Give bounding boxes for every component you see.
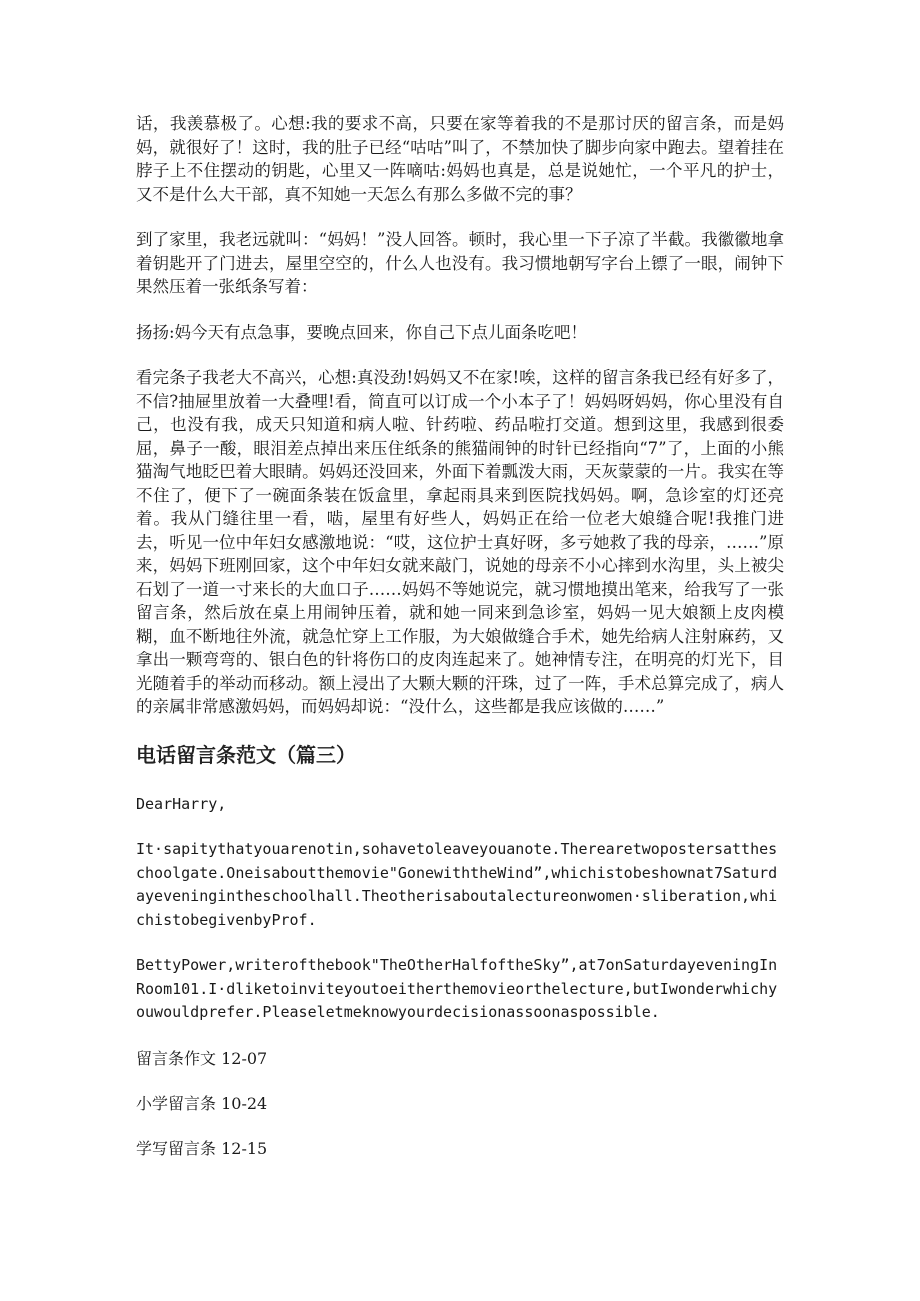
related-link-3[interactable]: 学写留言条 12-15: [136, 1138, 268, 1158]
story-paragraph-3: 看完条子我老大不高兴，心想:真没劲!妈妈又不在家!唉，这样的留言条我已经有好多了，不信?抽屉里放着一大叠哩!看，简直可以订成一个小本子了！妈妈呀妈妈，你心里没有自己，也没有我，成天只知道和病人啦、针药啦、药品啦打交道。想到这里，我感到很委屈，鼻子一酸，眼泪差点掉出来压住纸条的熊猫闹钟的时针已经指向“7”了，上面的小熊猫淘气地眨巴着大眼睛。妈妈还没回来，外面下着瓢泼大雨，天灰蒙蒙的一片。我实在等不住了，便下了一碗面条装在饭盒里，拿起雨具来到医院找妈妈。啊，急诊室的灯还亮着。我从门缝往里一看，啮，屋里有好些人，妈妈正在给一位老大娘缝合呢!我推门进去，听见一位中年妇女感激地说：“哎，这位护士真好呀，多亏她救了我的母亲，……”原来，妈妈下班刚回家，这个中年妇女就来敲门，说她的母亲不小心摔到水沟里，头上被尖石划了一道一寸来长的大血口子……妈妈不等她说完，就习惯地摸出笔来，给我写了一张留言条，然后放在桌上用闹钟压着，就和她一同来到急诊室，妈妈一见大娘额上皮肉模糊，血不断地往外流，就急忙穿上工作服，为大娘做缝合手术，她先给病人注射麻药，又拿出一颗弯弯的、银白色的针将伤口的皮肉连起来了。她神情专注，在明亮的灯光下，目光随着手的举动而移动。额上浸出了大颗大颗的汗珠，过了一阵，手术总算完成了，病人的亲属非常感激妈妈，而妈妈却说：“没什么，这些都是我应该做的……”: [136, 368, 784, 716]
document-body: [136, 112, 784, 1182]
related-link-2[interactable]: 小学留言条 10-24: [136, 1093, 268, 1113]
story-paragraph-2: 到了家里，我老远就叫：“妈妈！”没人回答。顿时，我心里一下子凉了半截。我徽徽地拿着钥匙开了门进去，屋里空空的，什么人也没有。我习惯地朝写字台上镖了一眼，闹钟下果然压着一张纸条写着：: [136, 230, 784, 296]
english-salutation: DearHarry,: [136, 794, 227, 813]
section-heading: 电话留言条范文（篇三）: [136, 742, 356, 767]
english-paragraph-1: It·sapitythatyouarenotin,sohavetoleaveyouanote.Therearetwopostersattheschoolgate.Oneisaboutthemovie"GonewiththeWind”,whichistobeshownat7Saturdayeveningintheschoolhall.Theotherisaboutalectureonwomen·sliberation,whichistobegivenbyProf.: [136, 840, 778, 929]
related-link-1[interactable]: 留言条作文 12-07: [136, 1048, 268, 1068]
story-paragraph-note: 扬扬:妈今天有点急事，要晚点回来，你自己下点儿面条吃吧！: [136, 322, 588, 342]
english-paragraph-2: BettyPower,writerofthebook"TheOtherHalfoftheSky”,at7onSaturdayeveningInRoom101.I·dliketoinviteyoutoeitherthemovieorthelecture,butIwonderwhichyouwouldprefer.Pleaseletmeknowyourdecisionassoonaspossible.: [136, 956, 778, 1021]
story-paragraph-1: 话，我羡慕极了。心想:我的要求不高，只要在家等着我的不是那讨厌的留言条，而是妈妈，就很好了！这时，我的肚子已经“咕咕”叫了，不禁加快了脚步向家中跑去。望着挂在脖子上不住摆动的钥匙，心里又一阵嘀咕:妈妈也真是，总是说她忙，一个平凡的护士，又不是什么大干部，真不知她一天怎么有那么多做不完的事？: [136, 114, 784, 204]
